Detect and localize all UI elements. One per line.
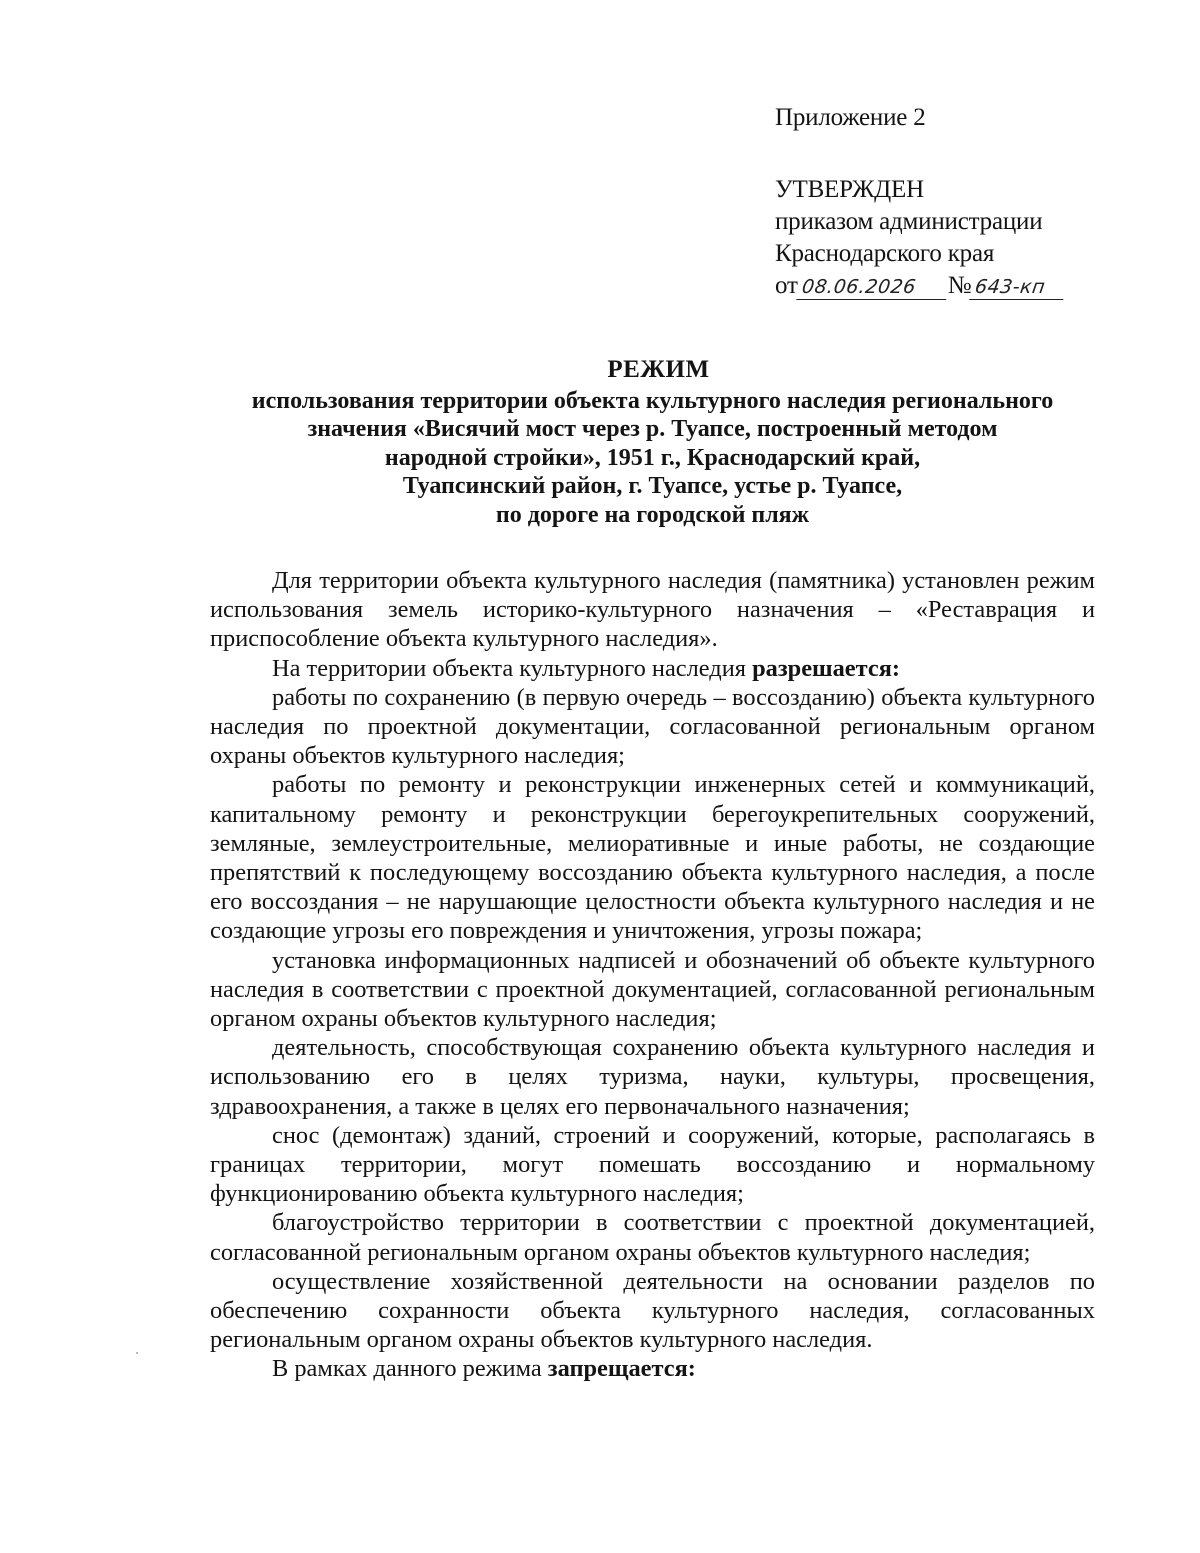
paragraph-allowed-heading <box>210 654 1095 683</box>
approval-line-2: Краснодарского края <box>775 240 995 267</box>
paragraph-prohibited-heading <box>210 1354 1095 1383</box>
allowed-item-2: работы по ремонту и реконструкции инженерных сетей и коммуникаций, капитальному ремонту и реконструкции берегоукрепительных сооружений, земляные, землеустроительные, мелиоративные и иные работы, не создающие препятствий к последующему воссозданию объекта культурного наследия, а после его воссоздания – не нарушающие целостности объекта культурного наследия и не создающие угрозы его повреждения и уничтожения, угрозы пожара; <box>210 771 1095 945</box>
title-line-4: Туапсинский район, г. Туапсе, устье р. Туапсе, <box>402 473 903 500</box>
allowed-heading-text: На территории объекта культурного наследия <box>272 654 753 682</box>
number-sign: № <box>947 272 972 299</box>
handwritten-number: 643-кп <box>970 275 1068 300</box>
allowed-item-7: осуществление хозяйственной деятельности на основании разделов по обеспечению сохранности объекта культурного наследия, согласованных региональным органом охраны объектов культурного наследия. <box>210 1267 1095 1354</box>
title-line-2: значения «Висячий мост через р. Туапсе, построенный методом <box>307 416 998 443</box>
allowed-item-5: снос (демонтаж) зданий, строений и сооружений, которые, располагаясь в границах территории, могут помешать воссозданию и нормальному функционированию объекта культурного наследия; <box>210 1121 1095 1208</box>
allowed-keyword: разрешается: <box>752 654 901 682</box>
allowed-item-3: установка информационных надписей и обозначений об объекте культурного наследия в соответствии с проектной документацией, согласованной региональным органом охраны объектов культурного наследия; <box>210 946 1095 1033</box>
scan-artifact <box>136 1352 138 1354</box>
approval-block <box>775 102 1115 302</box>
title-line-3: народной стройки», 1951 г., Краснодарский край, <box>384 444 921 471</box>
document-title <box>180 356 1125 530</box>
approval-date-line <box>775 272 1065 299</box>
approval-line-1: приказом администрации <box>775 208 1043 235</box>
document-body <box>210 566 1095 1384</box>
paragraph-intro: Для территории объекта культурного наследия (памятника) установлен режим использования земель историко-культурного назначения – «Реставрация и приспособление объекта культурного наследия». <box>210 567 1095 653</box>
approved-heading: УТВЕРЖДЕН <box>775 176 924 203</box>
date-prefix: от <box>775 272 798 299</box>
appendix-label: Приложение 2 <box>775 104 926 131</box>
allowed-item-4: деятельность, способствующая сохранению объекта культурного наследия и использованию его в целях туризма, науки, культуры, просвещения, здравоохранения, а также в целях его первоначального назначения; <box>210 1034 1095 1120</box>
handwritten-date: 08.06.2026 <box>796 275 950 300</box>
title-line-5: по дороге на городской пляж <box>495 501 810 528</box>
title-line-1: использования территории объекта культурного наследия регионального <box>251 387 1054 414</box>
title-main: РЕЖИМ <box>607 356 710 383</box>
allowed-item-6: благоустройство территории в соответствии с проектной документацией, согласованной региональным органом охраны объектов культурного наследия; <box>210 1209 1095 1266</box>
allowed-item-1: работы по сохранению (в первую очередь – воссозданию) объекта культурного наследия по проектной документации, согласованной региональным органом охраны объектов культурного наследия; <box>210 683 1095 770</box>
prohibited-heading-text: В рамках данного режима <box>272 1355 548 1383</box>
prohibited-keyword: запрещается: <box>547 1355 696 1383</box>
